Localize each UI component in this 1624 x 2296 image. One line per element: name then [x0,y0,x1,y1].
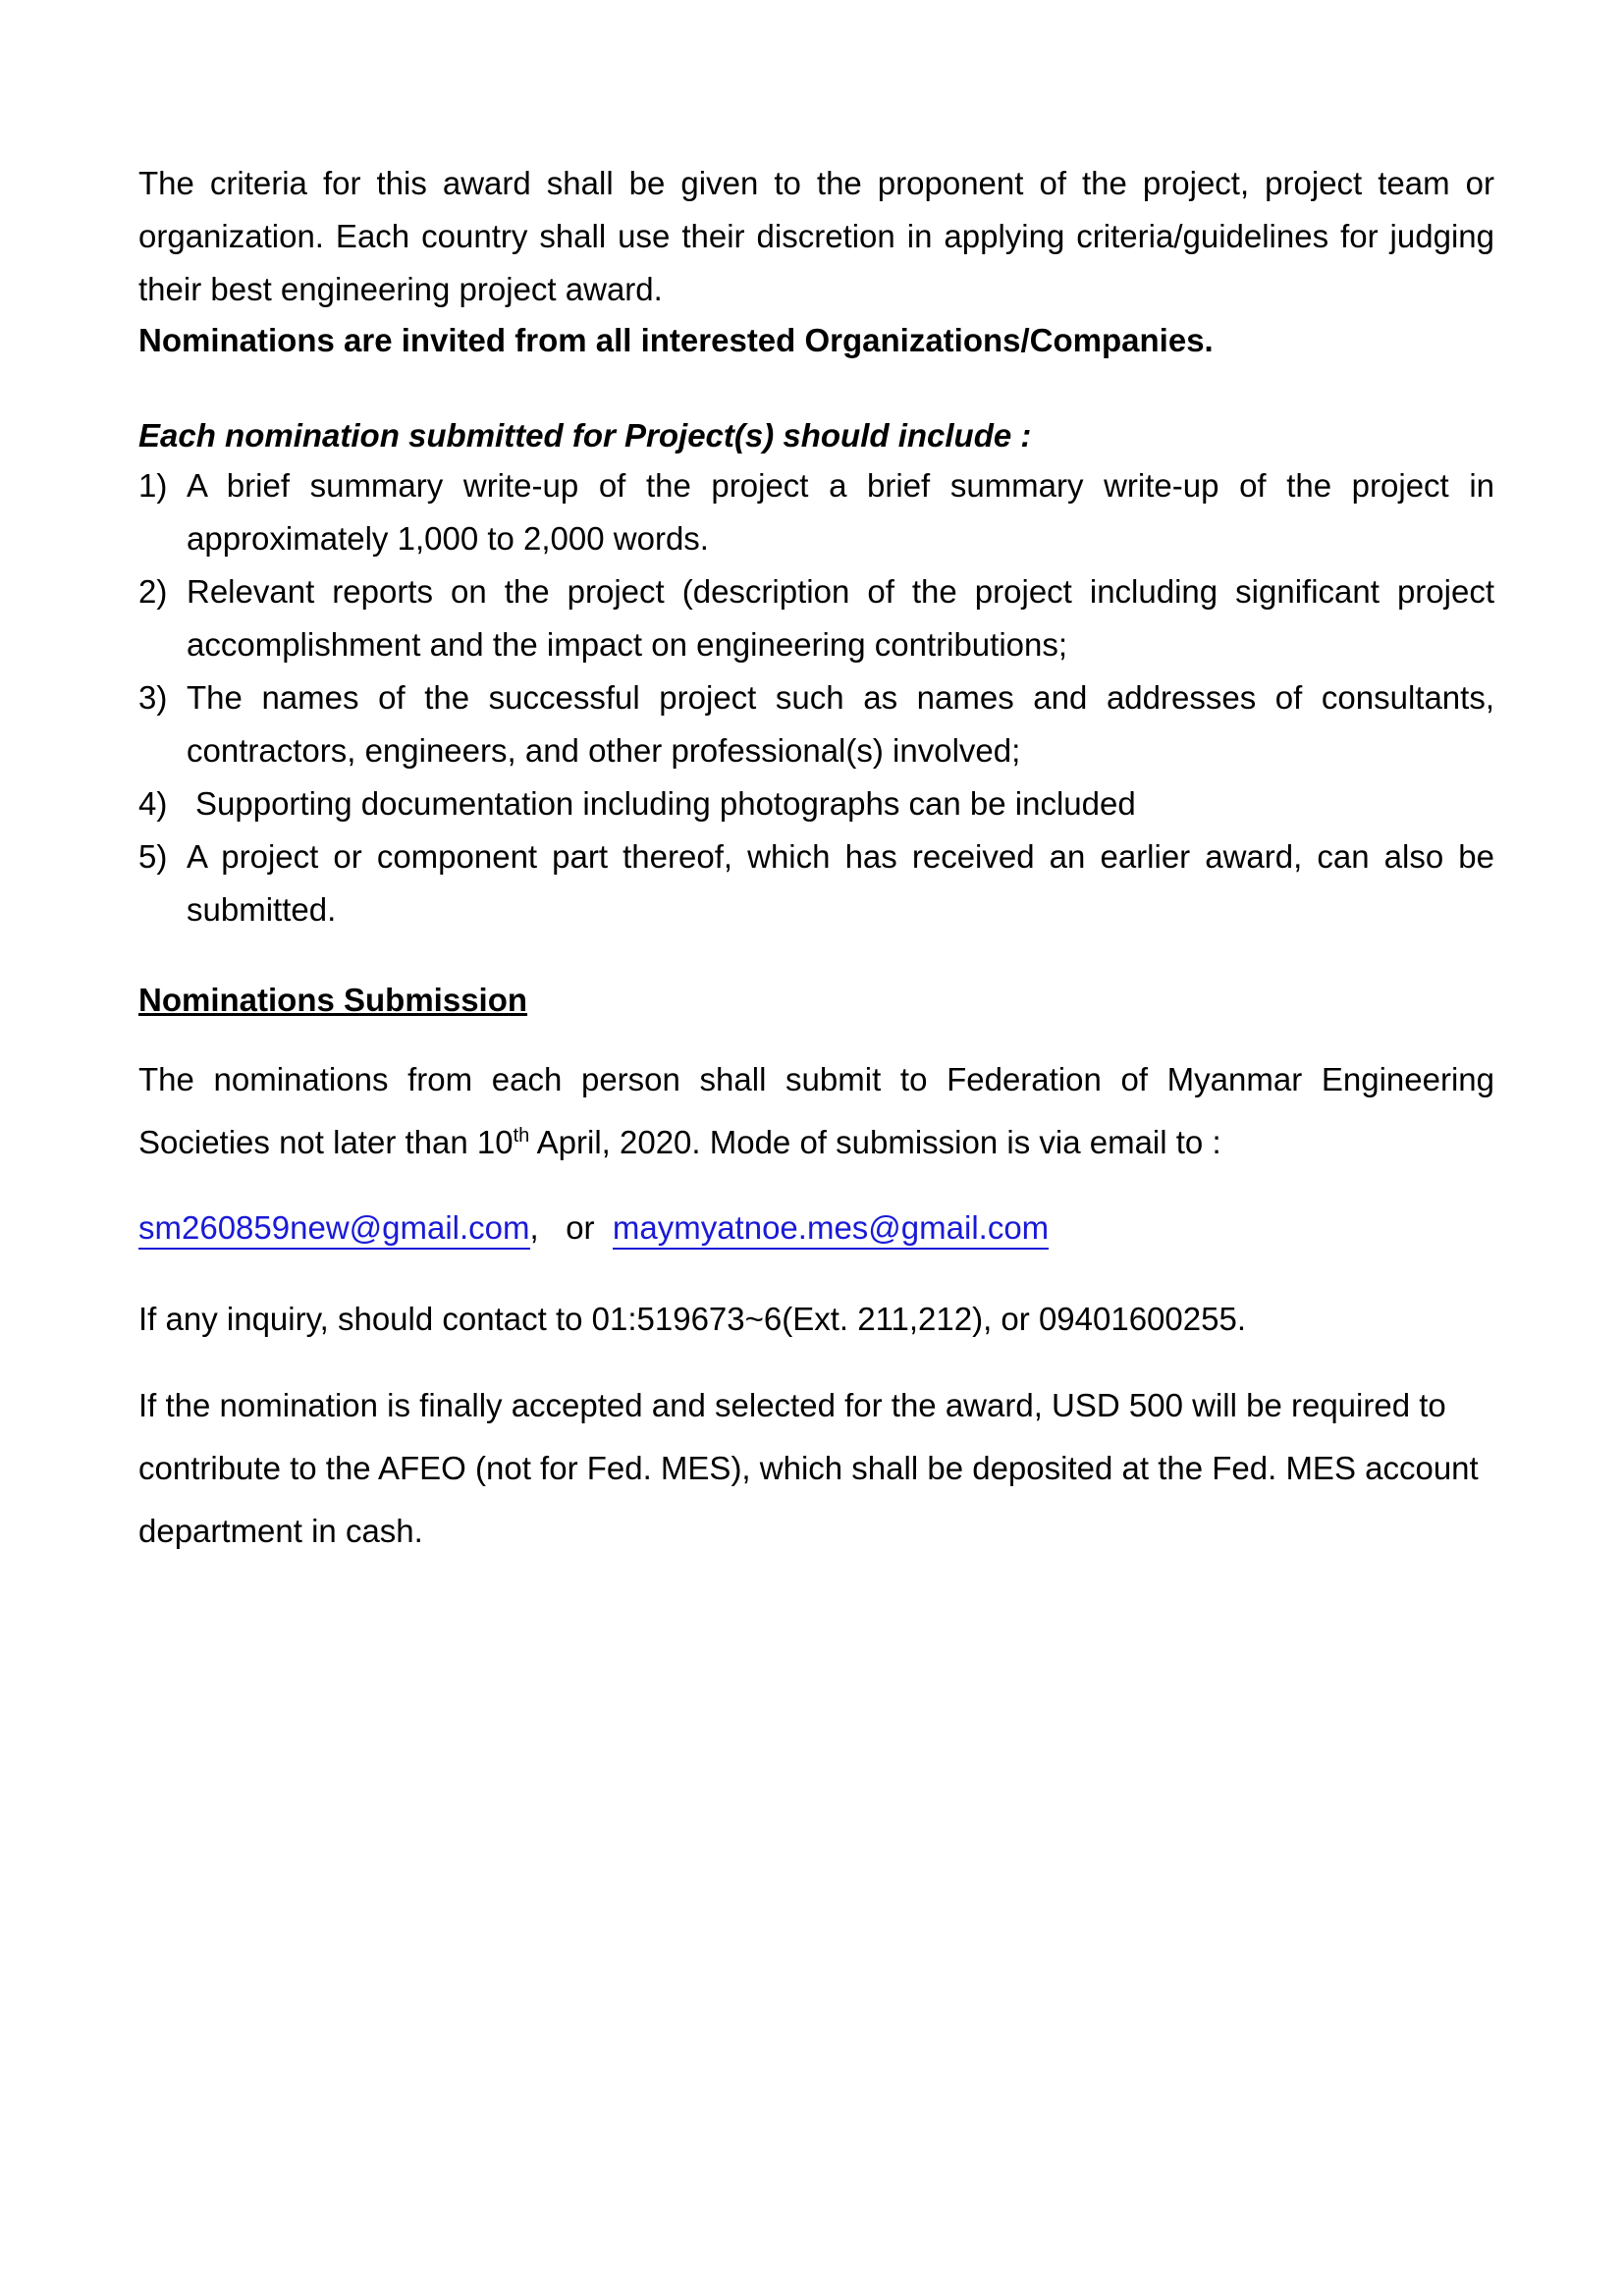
submission-text-before: The nominations from each person shall submit to Federation of Myanmar Engineering Societies not later than 10 [138,1061,1494,1160]
inquiry-paragraph: If any inquiry, should contact to 01:519673~6(Ext. 211,212), or 09401600255. [138,1301,1246,1337]
requirement-number: 5) [138,838,168,875]
requirement-item-1 [138,459,1494,565]
document-body [138,157,1494,1563]
requirement-text: A brief summary write-up of the project a brief summary write-up of the project in approximately 1,000 to 2,000 words. [187,467,1494,557]
requirement-item-4 [138,777,1494,830]
email-link-2[interactable]: maymyatnoe.mes@gmail.com [613,1209,1049,1250]
email-separator: , or [529,1209,613,1246]
requirement-number: 2) [138,573,168,610]
criteria-paragraph: The criteria for this award shall be given to the proponent of the project, project team or organization. Each country shall use their discretion in applying criteria/guidelines for judging their best engineering project award. [138,165,1494,307]
requirement-item-5 [138,830,1494,936]
requirement-number: 4) [138,785,168,822]
requirement-number: 1) [138,467,168,504]
submission-paragraph [138,1048,1494,1174]
date-superscript: th [513,1125,530,1147]
spacer [138,1174,1494,1203]
requirement-item-2 [138,565,1494,671]
spacer [138,365,1494,412]
requirement-number: 3) [138,679,168,716]
spacer [138,936,1494,976]
requirement-text: Supporting documentation including photographs can be included [195,785,1136,822]
submission-heading: Nominations Submission [138,982,528,1018]
spacer [138,1025,1494,1048]
submission-text-after: April, 2020. Mode of submission is via email to : [529,1124,1221,1160]
contribution-paragraph: If the nomination is finally accepted and selected for the award, USD 500 will be required to contribute to the AFEO (not for Fed. MES), which shall be deposited at the Fed. MES account department in cash. [138,1387,1479,1549]
requirement-item-3 [138,671,1494,777]
requirements-heading: Each nomination submitted for Project(s) should include : [138,417,1032,454]
requirement-text: The names of the successful project such as names and addresses of consultants, contractors, engineers, and other professional(s) involved; [187,679,1494,769]
spacer [138,1351,1494,1374]
requirement-text: A project or component part thereof, which has received an earlier award, can also be submitted. [187,838,1494,928]
email-line [138,1203,1494,1253]
email-link-1[interactable]: sm260859new@gmail.com [138,1209,530,1250]
invitation-statement: Nominations are invited from all interested Organizations/Companies. [138,322,1214,358]
requirements-list [138,459,1494,936]
spacer [138,1253,1494,1288]
requirement-text: Relevant reports on the project (description of the project including significant project accomplishment and the impact on engineering contributions; [187,573,1494,663]
